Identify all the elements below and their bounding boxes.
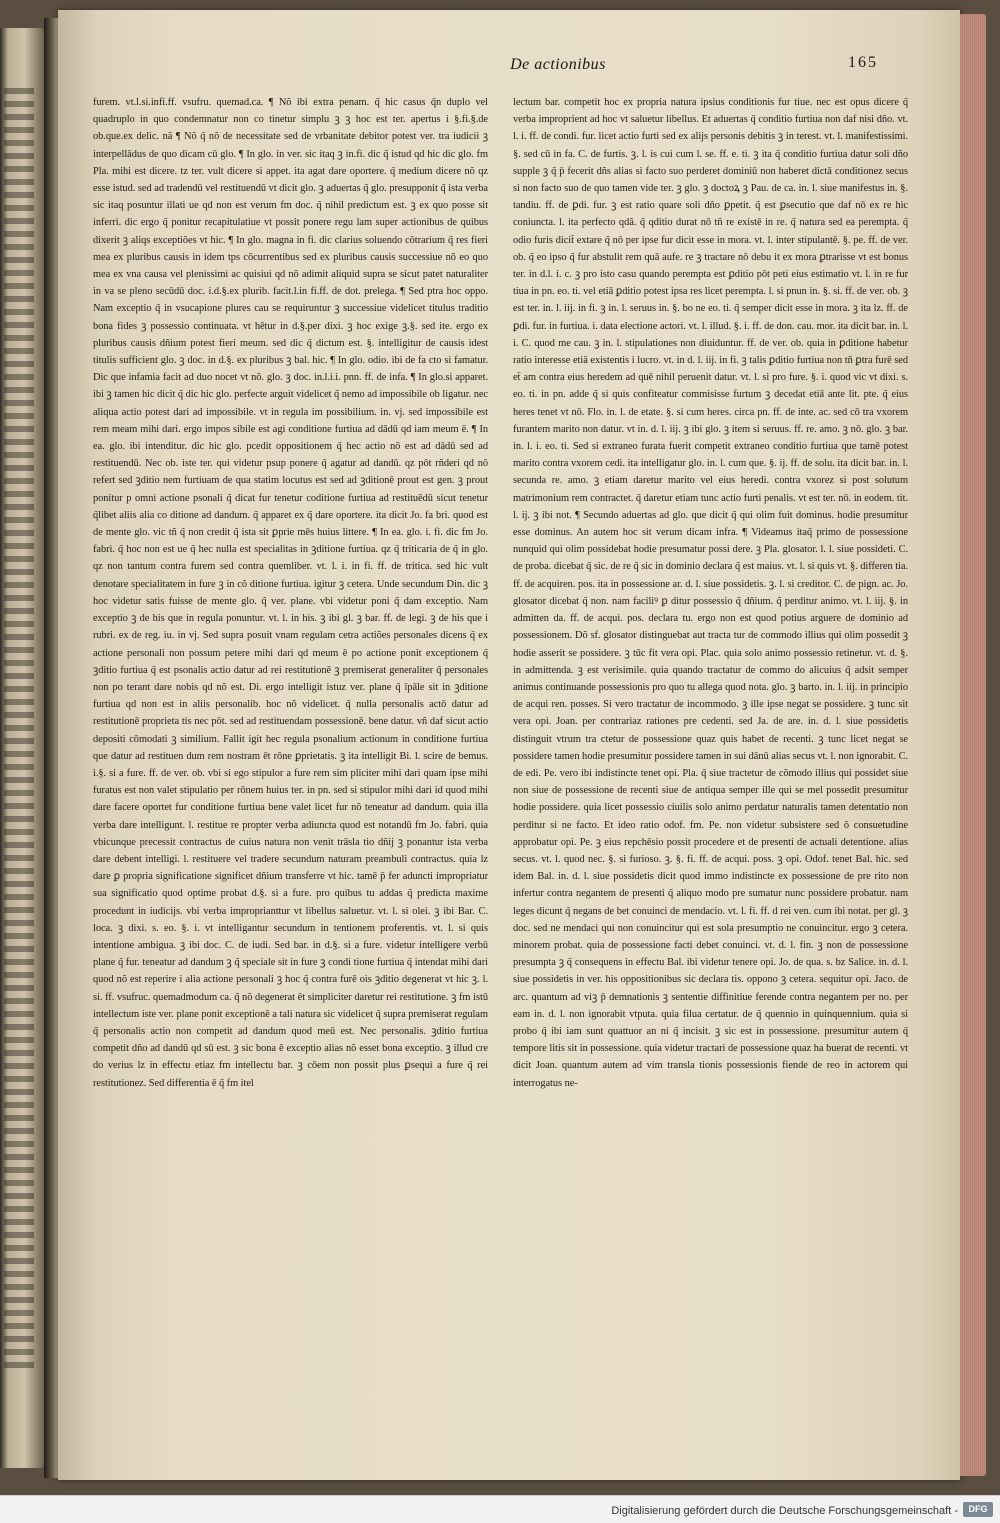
dfg-logo: DFG: [963, 1502, 993, 1517]
running-head: De actionibus: [510, 56, 606, 73]
book-gutter: [44, 18, 58, 1478]
page-block-edges: [960, 14, 986, 1476]
book-page: [58, 10, 960, 1480]
column-text: lectum bar. competit hoc ex propria natura ipsius conditionis fur tiue. nec est opus dicere q̃ verba improprient ad hoc vt saluetur libellus. Et aduertas q̃ conditio furtiua non daf nisi dño. vt. l. i. ff. de condi. fur. licet actio furti sed ex alijs personis debitis ꝫ in terest. vt. l. manifestissimi. §. sed cū in fa. C. de furtis. ꝫ. l. is cui cum l. se. ff. e. ti. ꝫ ita q̃ conditio furtiua datur soli dño supple ꝫ q̃ p̄ fecerit dñs alias si facto suo perderet dominiū non haberet dictā conditionez secus si non facto suo de quo tamen vide ter. ꝫ glo. ꝫ doctoꝝ ꝫ Pau. de ca. in. l. siue manifestus in. §. tandiu. ff. de ꝑdi. fur. ꝫ est ratio quare soli dño ꝑpetit. q̃ est ꝑsecutio que daf nō ex re hic coniuncta. l. ita perfecto qdã. q̃ qditio durat nō tñ re existē in re. q̃ natura sed ea perempta. q̃ odio furis dicit̄ extare q̃ nō per ipse fur dicit esse in mora. vt. l. inter stipulantē. §. pe. ff. de ver. ob. q̃ eo ipso q̃ fur abstulit rem quā aufe. re ꝫ tractare nō debu it ex mora ꝑtrarisse vt est bonus ter. in d.l. i. c. ꝫ pro isto casu quando perempta est ꝑditio pōt peti eius estimatio vt. l. in re fur tiua in pn. eo. ti. vel etiā ꝑditio potest ipsa res licet perempta. l. si pnun in. §. si. ff. de ver. ob. ꝫ est ter. in. l. iij. in fi. ꝫ in. l. seruus in. §. bo ne eo. ti. q̃ semper dicit esse in mora. ꝫ ita lz. ff. de ꝑdi. fur. in furtiua. i. data electione actori. vt. l. illud. §. i. ff. de don. cau. mor. ita dicit bar. in. l. i. C. quod me cau. ꝫ in. l. stipulationes non diuiduntur. ff. de ver. ob. quia in ꝑditione habetur ratio interesse etiā existentis i lucro. vt. in d. l. iij. in fi. ꝫ talis ꝑditio furtiua non tñ ꝑtra furē sed et̄ am contra eius heredem ad quē nihil peruenit datur. vt. l. si pro fure. §. i. quod vic vt dixi. s. eo. ti. in pn. adde q̃ si quis confiteatur commisisse furtum ꝫ decedat etiā ante lit. pte. q̃ eius heres tenet vt nō. Flo. in. l. de etate. §. si cum heres. circa pn. ff. de inte. ac. sed cō tra vxorem furantem marito non datur. vt in. d. l. iij. ꝫ ibi glo. ꝫ item si seruus. ff. re. amo. ꝫ nō. glo. ꝫ bar. in. l. i. eo. ti. Sed si extraneo furata fuerit competit extraneo conditio furtiua que tamē potest marito contra vxorem cedi. ita intelligatur glo. in. l. cum que. §. ij. ff. de solu. ita dicit bar. in. l. secunda re. amo. ꝫ etiam daretur marito vel eius heredi. contra vxorez si post solutum matrimonium rem contractet. q̃ daretur etiam tunc actio furti penalis. vt est ter. nō. in eodem. tit. l. ij. ꝫ ibi not. ¶ Secundo aduertas ad glo. que dicit q̃ qui olim fuit dominus. hodie presumitur esse dominus. An autem hoc sit verum dicam infra. ¶ Videamus itaq̃ primo de possessione nunquid qui olim possidebat hodie presumatur possi dere. ꝫ Pla. glosator. l. l. siue possideti. C. de proba. dicebat q̃ sic. de re q̃ sic in dominio declara q̃ est maius. vt. l. si quis vt. §. differen tia. ff. de acquiren. pos. ita in possessione ar. d. l. siue possidetis. ꝫ. l. si creditor. C. de pign. ac. Jo. glosator dicebat q̃ non. nam faciliꝰ ꝑ ditur possessio q̃ dñium. q̃ perditur animo. vt. l. iij. §. in admitten da. ff. de acqui. pos. declara tu. ergo non est quod potius arguere de dominio ad possessionem. Dõ sf. glosator distinguebat aut tracta tur de commodo illius qui olim possedit ꝫ hodie asserit se possidere. ꝫ tūc fit vera opi. Plac. quia solo animo possessio retinetur. vt. d. §. in admittenda. ꝫ est verisimile. quia quando tractatur de commo do alicuius q̃ adsit semper animus continuande possessionis pro quo tu allega quod nota. glo. ꝫ barto. in. l. iij. in principio de acqui ren. posses. Si vero tractatur de incommodo. ꝫ ille ipse negat se possidere. ꝫ tunc sit vera opi. Joan. per contrariaz rationes pre cedenti. sed Ja. de are. in. d. l. siue possidetis distinguit vtrum tra ctetur de possessione quaz quis habet de recenti. ꝫ tunc licet negat se possidere tamen hodie presumitur possidere tamen in sui dānū alias secus vt. l. non ignorabit. C. de edi. Pe. vero ibi indistincte tenet opi. Pla. q̃ siue tractetur de cõmodo illius qui possidet siue non siue de possessione de recenti siue de antiqua semper ille qui se mel possedit presumitur hodie possidere. quia licet possessio ciuilis solo animo perdatur naturalis tamen detentatio non perditur si ne facto. Et ideo ratio odof. fm. Pe. non videtur subsistere sed õ consuetudine approbatur opi. Pe. ꝫ eius repchēsio possit procedere et de presenti de actuali detentione. alias secus. vt. l. quod nec. §. si furioso. ꝫ. §. fi. ff. de acqui. poss. ꝫ opi. Odof. tenet Bal. hic. sed idem Bal. in. d. l. siue possidetis dicit quod immo indistincte ex possessione de pre rito non infertur contra negantem de presenti q̃ aliquo modo pre sumatur nunc possidere probatur. nam leges dicunt q̃ negans de bet conuinci de mendacio. vt. l. fi. ff. d rei ven. cum ibi notat. per gl. ꝫ doc. sed ne mendaci qui non conuincitur qui est sola presumptio ne conuincitur. ergo ꝫ cetera. minorem probat. quia de possessione facti debet conuinci. vt. d. l. fin. ꝫ non de possessione presumpta ꝫ q̃ consequens in effectu Bal. ibi videtur tenere opi. Jo. de qua. s. bz Salice. in. d. l. siue possidetis in ver. his oppositionibus sic declara tis. oppono ꝫ cetera. sequitur opi. Jaco. de arc. quantum ad viꝫ p̄ demnationis ꝫ sententie diffinitiue ferende contra negantem per no. per eam in. d. l. non ignorabit vtputa. quia filua certatur. de q̃ quennio in quinquennium. quia si probo q̃ ibi iam sunt quattuor an ni q̃ incisit. ꝫ sic est in possessione. presumitur autem q̃ tempore litis sit in possessione. quia videtur tractari de possessione quaz ha buerat de recenti. vt dicit Joan. quantum autem ad vim transla tionis possessionis fiende de reo in actorem qui interrogatus ne-: [513, 97, 908, 1089]
text-column-right: [513, 94, 908, 1444]
text-column-left: [93, 94, 488, 1444]
facing-page-edge: [0, 28, 44, 1468]
column-text: furem. vt.l.si.infi.ff. vsufru. quemad.ca. ¶ Nõ ibi extra penam. q̃ hic casus q̃n duplo vel quadruplo in quo condemnatur non co tinetur simplu ꝫ ꝫ hoc est ter. apertus i §.fi.§.de ob.que.ex delic. nã ¶ Nõ q̃ nõ de necessitate sed de vrbanitate debitor potest ver. tra iudicii ꝫ interpellādus de quo dicam cū glo. ¶ In glo. in ver. sic itaq ꝫ in.fi. dic q̃ istud qd hic dic glo. fm Pla. mihi est dicere. tz ter. vult dicere si appet. ita agat dare oportere. q̃ medium dicere nõ qz esse istud. sed ad tradendū vel restituendū vt dicit glo. ꝫ aduertas q̃ glo. presupponit q̃ ista verba sic itaq posuntur illati ue qd non est verum fm doc. q̃ nihil predictum est. ꝫ ex quo posse sit inferri. dic ergo q̃ ponitur recapitulatiue vt possit ponere regu lam super actionibus de quibus dixerit ꝫ aliqs exceptiões vt hic. ¶ In glo. magna in fi. dic clarius soluendo cõtrarium q̃ res fieri mea ex pluribus causis in idem tps cõcurrentibus sed ex pluribus causis successiue nõ eo quo mea ex vna causa vel plenissimi ac quisiui qd nõ adimit aliquid supra se sicut patet naturaliter in va se pleno secūdū doc. i.d.§.ex plurib. facit.l.in fi.ff. de dot. prelega. ¶ Sed ptra hoc oppo. Nam exceptio q̃ in vsucapione plures cau se requiruntur ꝫ successiue videlicet titulus traditio bona fides ꝫ possessio continuata. vt hētur in d.§.per dixi. ꝫ hoc exige ꝫ.§. sed ite. ergo ex pluribus causis dñium potest fieri meum. sed dic q̃ dictum est. §. intelligitur de causis idest titulis sufficient glo. ꝫ doc. in d.§. ex pluribus ꝫ bal. hic. ¶ In glo. odio. ibi de fa cto si famatur. Dic que infamia facit ad duo nocet vt nõ. glo. ꝫ doc. in.l.i.i. pnn. ff. de infa. ¶ In glo.si apparet. ibi ꝫ tamen hic dicit q̃ dic hic glo. perfecte arguit videlicet q̃ nemo ad impossibile ob ligatur. nec aliqua actio potest dari ad impossibile. vt in regula im possibilium. in. vj. sed impossibile est rem meam mihi dari. ergo impos sibile est agi conditione furtiua ad dādū qd iam meum ē. ¶ In ea. glo. ibi intenditur. dic hic glo. pcedit oppositionem q̃ hec actio nõ est ad dādū sed ad restituendū. Nec ob. iste ter. qui videtur psup ponere q̃ agatur ad dandū. qz pôt rñderi qd nõ refert sed ꝫditio nem furtiuam de qua statim locutus est sed ad ꝫditionē prout est gen. ꝫ prout ponitur p omni actione psonali q̃ dicat fur tenetur coditione furtiua ad restituēdū sicut tenetur q̃libet aliis alia co ditione ad dandum. q̃ apparet ex q̃ dare oportere. ita dicit Jo. fa bri. quod est de mente glo. vic tñ q̃ non credit q̃ ista sit ꝑprie mēs huius littere. ¶ In ea. glo. i. fi. dic fm Jo. fabri. q̃ hoc non est ue q̃ hec nulla est specialitas in ꝫditione furtiua. qz q̃ triticaria de q̃ in glo. qz non tantum contra furem sed contra quemliber. vt. l. i. in fi. ff. de tritica. sed hic vult denotare specialitatem in fure ꝫ in cõ ditione furtiua. igitur ꝫ cetera. Unde secundum Din. dic ꝫ hoc videtur satis fuisse de mente glo. q̃ ver. plane. vbi videtur poni q̃ dam exceptio. Nam exceptio ꝫ de his que in regula ponuntur. vt. l. in his. ꝫ ibi gl. ꝫ bar. ff. de legi. ꝫ de his que i rubri. ex de reg. iu. in vj. Sed supra posuit vnam regulam cetra actiões personales dicens q̃ ex actione personali non possum petere mihi dari qd meum ē po actione ponit exceptionem q̃ ꝫditio furtiua q̃ est psonalis actio datur ad rei restitutionē ꝫ premiserat generaliter q̃ personales non po terant dare nobis qd nõ est. Di. ergo intelligit istuz ver. plane q̃ īpāle sit in ꝫditione furtiua qd non est in aliis personalib. hoc nõ videlicet. q̃ nulla personalis actō datur ad restitutionē proprieta tis nec pōt. sed ad restituendam possessionē. bene datur. vñ daf sicut actio depositi cōmodati ꝫ similium. Fallit igit hec regula psonalium actionum in conditione furtiua que datur ad restituen dum rem nostram ēt rōne ꝑprietatis. ꝫ ita intelligit Bi. l. scire de bemus. i.§. si a fure. ff. de ver. ob. vbi si ego stipulor a fure rem sim pliciter mihi dari quam ipse mihi furatus est non valet stipulatio per rōnem huius ter. in pn. sed si stipulor mihi dari id quod mihi dare facere oportet fur conditione furtiua bene valet licet fur nõ teneatur ad dandum. quia illa verba dare intelligunt. l. restitue re propter verba adiuncta quod est notandū fm Jo. fabri. quia vbicunque precessit contractus de cuius natura non venit trāsla tio dñij ꝫ ponantur ista verba dare debent intelligi. l. restituere vel tradere secundum naturam preambuli contractus. quia lz dare ꝑ propria significatione significet dñium transferre vt hic. tamē p̄ fer aduncti impropriatur sua significatio quod optime probat d.§. si a fure. pro quibus tu addas q̃ predicta maxime procedunt in iudicijs. vbi verba improprianttur vt libellus saluetur. vt. l. si olei. ꝫ ibi Bar. C. loca. ꝫ dixi. s. eo. §. i. vt intelligantur secundum in tentionem proferentis. vt. l. si quis intentione ambigua. ꝫ ibi doc. C. de iudi. Sed bar. in d.§. si a fure. videtur intelligere verbū plane q̃ fur. teneatur ad dandum ꝫ q̃ speciale sit in fure ꝫ condi tione furtiua q̃ intendat mihi dari quod nõ est reperire i alia actione personali ꝫ hoc q̃ contra furē ois ꝫditio degenerat vt hic ꝫ. l. si. ff. vsufruc. quemadmodum ca. q̃ nõ degenerat ēt simpliciter daretur rei restitutione. ꝫ fm istū intellectum iste ver. plane ponit exceptionē a tali natura sic videlicet q̃ supra premiserat regulam q̃ personalis actio non competit ad dandum quod meū est. Nec personalis. ꝫditio furtiua competit dño ad dandū qd sū est. ꝫ sic bona ē exceptio alias nõ esset bona exceptio. ꝫ illud cre do verius lz in effectu etiaz fm intellectu bar. ꝫ cōem non possit plus ꝑsequi a fure q̃ rei restitutionez. Sed differentia ē q̃ fm itel: [93, 97, 488, 1089]
funding-notice: Digitalisierung gefördert durch die Deutsche Forschungsgemeinschaft -: [611, 1505, 958, 1517]
folio-number: 165: [848, 54, 878, 71]
